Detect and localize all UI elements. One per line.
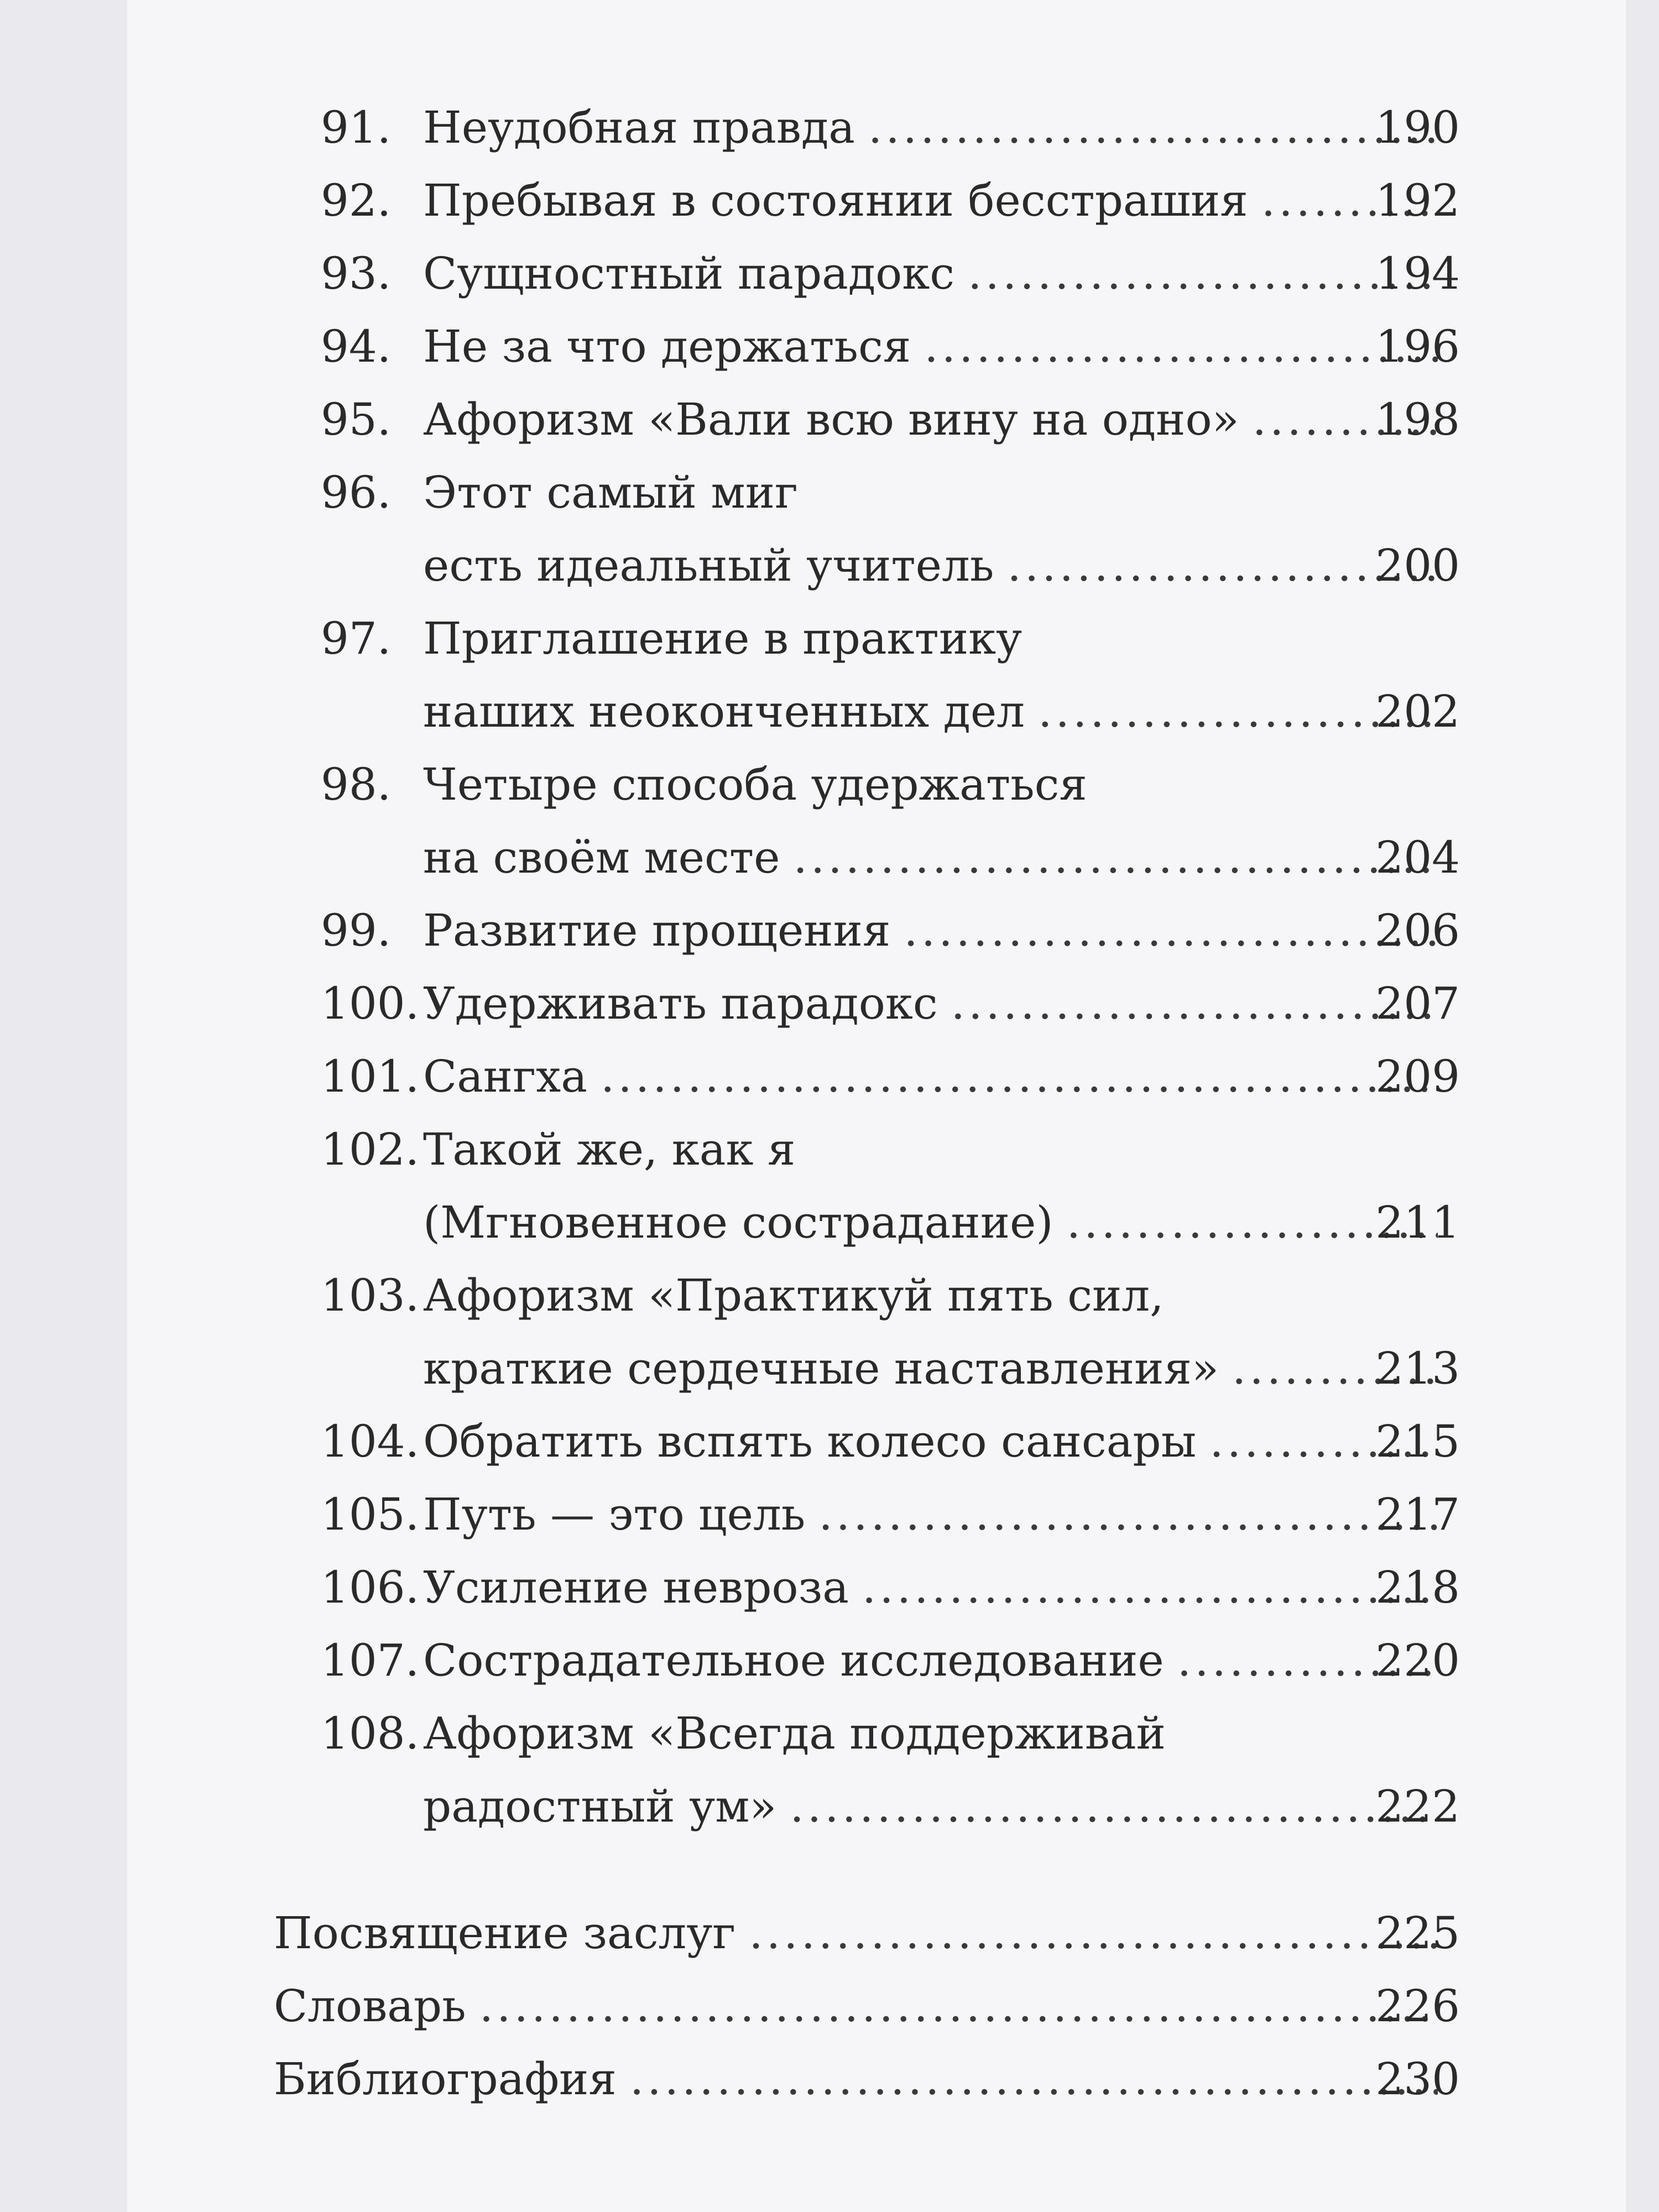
entry-title-continued: на своём месте xyxy=(423,832,780,883)
backmatter-title: Посвящение заслуг xyxy=(274,1907,736,1959)
entry-page-number: 217 xyxy=(1375,1489,1460,1540)
entry-page-number: 190 xyxy=(1375,102,1460,153)
entry-title: Развитие прощения xyxy=(423,905,891,956)
entry-page-number: 196 xyxy=(1375,321,1460,372)
entry-title-line xyxy=(423,1113,1438,1186)
entry-title-line xyxy=(423,821,1438,894)
entry-page-number: 207 xyxy=(1375,978,1460,1029)
entry-title: Такой же, как я xyxy=(423,1124,796,1175)
backmatter-title-line xyxy=(274,1897,1438,1970)
entry-page-number: 194 xyxy=(1375,248,1460,299)
entry-title-line xyxy=(423,310,1438,383)
entry-number: 108. xyxy=(321,1708,420,1759)
entry-number: 104. xyxy=(321,1416,420,1467)
entry-title-line xyxy=(423,675,1438,748)
leader-dots xyxy=(818,1478,1438,1551)
entry-page-number: 204 xyxy=(1375,832,1460,883)
entry-page-number: 192 xyxy=(1375,175,1460,226)
leader-dots xyxy=(630,2043,1438,2116)
entry-page-number: 213 xyxy=(1375,1343,1460,1394)
entry-number: 99. xyxy=(321,905,392,956)
entry-title-line xyxy=(423,602,1438,675)
entry-title-line xyxy=(423,529,1438,602)
entry-title-line xyxy=(423,1186,1438,1259)
entry-number: 96. xyxy=(321,467,392,518)
entry-title: Афоризм «Вали всю вину на одно» xyxy=(423,394,1239,445)
backmatter-page-number: 226 xyxy=(1375,1980,1460,2032)
entry-title: Афоризм «Практикуй пять сил, xyxy=(423,1270,1164,1321)
entry-title: Афоризм «Всегда поддерживай xyxy=(423,1708,1166,1759)
entry-title-line xyxy=(423,1478,1438,1551)
entry-title: Этот самый миг xyxy=(423,467,798,518)
entry-title-line xyxy=(423,748,1438,821)
backmatter-title-line xyxy=(274,2043,1438,2116)
entry-number: 101. xyxy=(321,1051,420,1102)
entry-title-line xyxy=(423,894,1438,967)
entry-title: Удерживать парадокс xyxy=(423,978,938,1029)
entry-title-line xyxy=(423,1770,1438,1843)
leader-dots xyxy=(479,1970,1438,2043)
entry-title: Четыре способа удержаться xyxy=(423,759,1087,810)
entry-title: Обратить вспять колесо сансары xyxy=(423,1416,1197,1467)
entry-title: Сущностный парадокс xyxy=(423,248,955,299)
entry-title: Неудобная правда xyxy=(423,102,855,153)
entry-title-line xyxy=(423,1551,1438,1624)
entry-title-line xyxy=(423,1040,1438,1113)
entry-page-number: 215 xyxy=(1375,1416,1460,1467)
entry-title-line xyxy=(423,91,1438,164)
entry-title-line xyxy=(423,237,1438,310)
entry-title: Усиление невроза xyxy=(423,1562,849,1613)
entry-number: 103. xyxy=(321,1270,420,1321)
entry-page-number: 222 xyxy=(1375,1781,1460,1832)
entry-number: 106. xyxy=(321,1562,420,1613)
entry-page-number: 209 xyxy=(1375,1051,1460,1102)
leader-dots xyxy=(790,1770,1438,1843)
entry-title-continued: радостный ум» xyxy=(423,1781,777,1832)
entry-title-line xyxy=(423,967,1438,1040)
entry-page-number: 200 xyxy=(1375,540,1460,591)
entry-number: 92. xyxy=(321,175,392,226)
leader-dots xyxy=(793,821,1438,894)
entry-title-line xyxy=(423,1697,1438,1770)
entry-title: Приглашение в практику xyxy=(423,613,1022,664)
entry-title: Не за что держаться xyxy=(423,321,911,372)
entry-title-line xyxy=(423,456,1438,529)
entry-number: 100. xyxy=(321,978,420,1029)
entry-page-number: 202 xyxy=(1375,686,1460,737)
entry-page-number: 198 xyxy=(1375,394,1460,445)
entry-title-line xyxy=(423,383,1438,456)
leader-dots xyxy=(601,1040,1438,1113)
entry-title-continued: (Мгновенное сострадание) xyxy=(423,1197,1053,1248)
entry-title-continued: краткие сердечные наставления» xyxy=(423,1343,1219,1394)
entry-number: 91. xyxy=(321,102,392,153)
entry-page-number: 206 xyxy=(1375,905,1460,956)
backmatter-title-line xyxy=(274,1970,1438,2043)
entry-number: 95. xyxy=(321,394,392,445)
entry-title: Путь — это цель xyxy=(423,1489,806,1540)
entry-number: 102. xyxy=(321,1124,420,1175)
entry-title-continued: наших неоконченных дел xyxy=(423,686,1025,737)
entry-page-number: 218 xyxy=(1375,1562,1460,1613)
entry-page-number: 211 xyxy=(1375,1197,1460,1248)
backmatter-page-number: 225 xyxy=(1375,1907,1460,1959)
leader-dots xyxy=(749,1897,1438,1970)
entry-title: Пребывая в состоянии бесстрашия xyxy=(423,175,1248,226)
entry-title-line xyxy=(423,164,1438,237)
backmatter-title: Словарь xyxy=(274,1980,466,2032)
entry-title-line xyxy=(423,1332,1438,1405)
backmatter-page-number: 230 xyxy=(1375,2053,1460,2105)
entry-number: 107. xyxy=(321,1635,420,1686)
entry-title: Сострадательное исследование xyxy=(423,1635,1164,1686)
entry-number: 94. xyxy=(321,321,392,372)
backmatter-title: Библиография xyxy=(274,2053,617,2105)
entry-title-line xyxy=(423,1259,1438,1332)
entry-title-line xyxy=(423,1405,1438,1478)
entry-title-line xyxy=(423,1624,1438,1697)
entry-number: 105. xyxy=(321,1489,420,1540)
entry-number: 93. xyxy=(321,248,392,299)
entry-number: 97. xyxy=(321,613,392,664)
entry-title: Сангха xyxy=(423,1051,587,1102)
entry-title-continued: есть идеальный учитель xyxy=(423,540,994,591)
entry-page-number: 220 xyxy=(1375,1635,1460,1686)
entry-number: 98. xyxy=(321,759,392,810)
